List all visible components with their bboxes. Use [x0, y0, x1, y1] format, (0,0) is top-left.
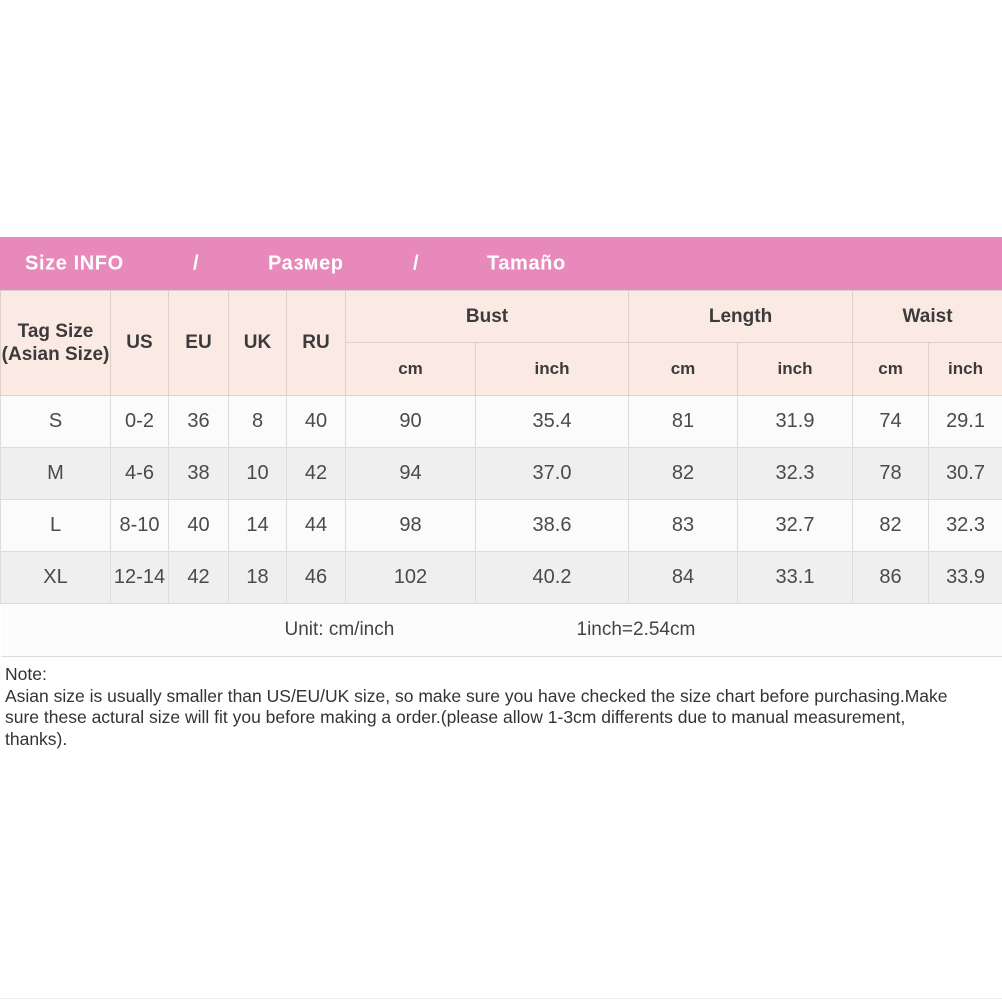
cell-waist-inch: 33.9: [929, 552, 1002, 604]
header-bust-cm: cm: [346, 343, 476, 396]
cell-uk: 10: [229, 448, 287, 500]
cell-eu: 42: [169, 552, 229, 604]
cell-waist-inch: 32.3: [929, 500, 1002, 552]
cell-length-inch: 32.3: [738, 448, 853, 500]
cell-length-inch: 33.1: [738, 552, 853, 604]
header-group-bust: Bust: [346, 291, 629, 343]
header-row-groups: [1, 291, 1002, 343]
cell-length-inch: 32.7: [738, 500, 853, 552]
header-tag-size-line1: Tag Size: [17, 321, 94, 342]
cell-bust-cm: 90: [346, 396, 476, 448]
cell-waist-inch: 29.1: [929, 396, 1002, 448]
cell-tag: M: [1, 448, 111, 500]
cell-eu: 36: [169, 396, 229, 448]
header-tag-size: [1, 291, 111, 396]
header-waist-inch: inch: [929, 343, 1002, 396]
bottom-divider: [0, 998, 1002, 999]
table-footer-row: [1, 604, 1002, 657]
cell-waist-cm: 86: [853, 552, 929, 604]
note-section: [5, 664, 997, 750]
size-info-banner: [0, 237, 1002, 290]
cell-length-inch: 31.9: [738, 396, 853, 448]
header-eu: EU: [169, 291, 229, 396]
banner-separator: /: [413, 252, 420, 274]
header-waist-cm: cm: [853, 343, 929, 396]
cell-us: 12-14: [111, 552, 169, 604]
cell-tag: S: [1, 396, 111, 448]
banner-separator: /: [193, 252, 200, 274]
table-row-xl: [1, 552, 1002, 604]
banner-tamano-label: Tamaño: [487, 252, 566, 274]
cell-length-cm: 84: [629, 552, 738, 604]
conversion-label: 1inch=2.54cm: [576, 619, 696, 640]
cell-us: 4-6: [111, 448, 169, 500]
header-bust-inch: inch: [476, 343, 629, 396]
cell-ru: 46: [287, 552, 346, 604]
cell-us: 8-10: [111, 500, 169, 552]
cell-tag: L: [1, 500, 111, 552]
banner-razmer-label: Размер: [268, 252, 344, 274]
unit-label: Unit: cm/inch: [284, 619, 395, 640]
cell-bust-cm: 94: [346, 448, 476, 500]
cell-bust-inch: 40.2: [476, 552, 629, 604]
cell-uk: 14: [229, 500, 287, 552]
cell-ru: 44: [287, 500, 346, 552]
footer-cell: [1, 604, 1002, 657]
note-line: thanks).: [5, 728, 68, 749]
cell-uk: 18: [229, 552, 287, 604]
cell-waist-inch: 30.7: [929, 448, 1002, 500]
table-row-m: [1, 448, 1002, 500]
cell-eu: 38: [169, 448, 229, 500]
cell-bust-inch: 38.6: [476, 500, 629, 552]
note-line: sure these actural size will fit you before making a order.(please allow 1-3cm differents due to manual measurement,: [5, 707, 906, 728]
cell-length-cm: 83: [629, 500, 738, 552]
cell-length-cm: 81: [629, 396, 738, 448]
cell-waist-cm: 82: [853, 500, 929, 552]
cell-us: 0-2: [111, 396, 169, 448]
size-chart-table: [0, 290, 1002, 657]
banner-size-info-label: Size INFO: [25, 252, 124, 274]
cell-waist-cm: 78: [853, 448, 929, 500]
header-us: US: [111, 291, 169, 396]
cell-bust-cm: 102: [346, 552, 476, 604]
header-ru: RU: [287, 291, 346, 396]
cell-waist-cm: 74: [853, 396, 929, 448]
note-title: Note:: [5, 664, 47, 684]
header-group-waist: Waist: [853, 291, 1002, 343]
note-line: Asian size is usually smaller than US/EU/UK size, so make sure you have checked the size chart before purchasing.Make: [5, 685, 948, 706]
cell-bust-inch: 37.0: [476, 448, 629, 500]
header-length-inch: inch: [738, 343, 853, 396]
table-row-l: [1, 500, 1002, 552]
header-length-cm: cm: [629, 343, 738, 396]
cell-ru: 40: [287, 396, 346, 448]
table-row-s: [1, 396, 1002, 448]
cell-bust-inch: 35.4: [476, 396, 629, 448]
cell-eu: 40: [169, 500, 229, 552]
header-group-length: Length: [629, 291, 853, 343]
cell-length-cm: 82: [629, 448, 738, 500]
header-uk: UK: [229, 291, 287, 396]
header-tag-size-line2: (Asian Size): [1, 344, 110, 365]
cell-bust-cm: 98: [346, 500, 476, 552]
cell-ru: 42: [287, 448, 346, 500]
cell-tag: XL: [1, 552, 111, 604]
cell-uk: 8: [229, 396, 287, 448]
